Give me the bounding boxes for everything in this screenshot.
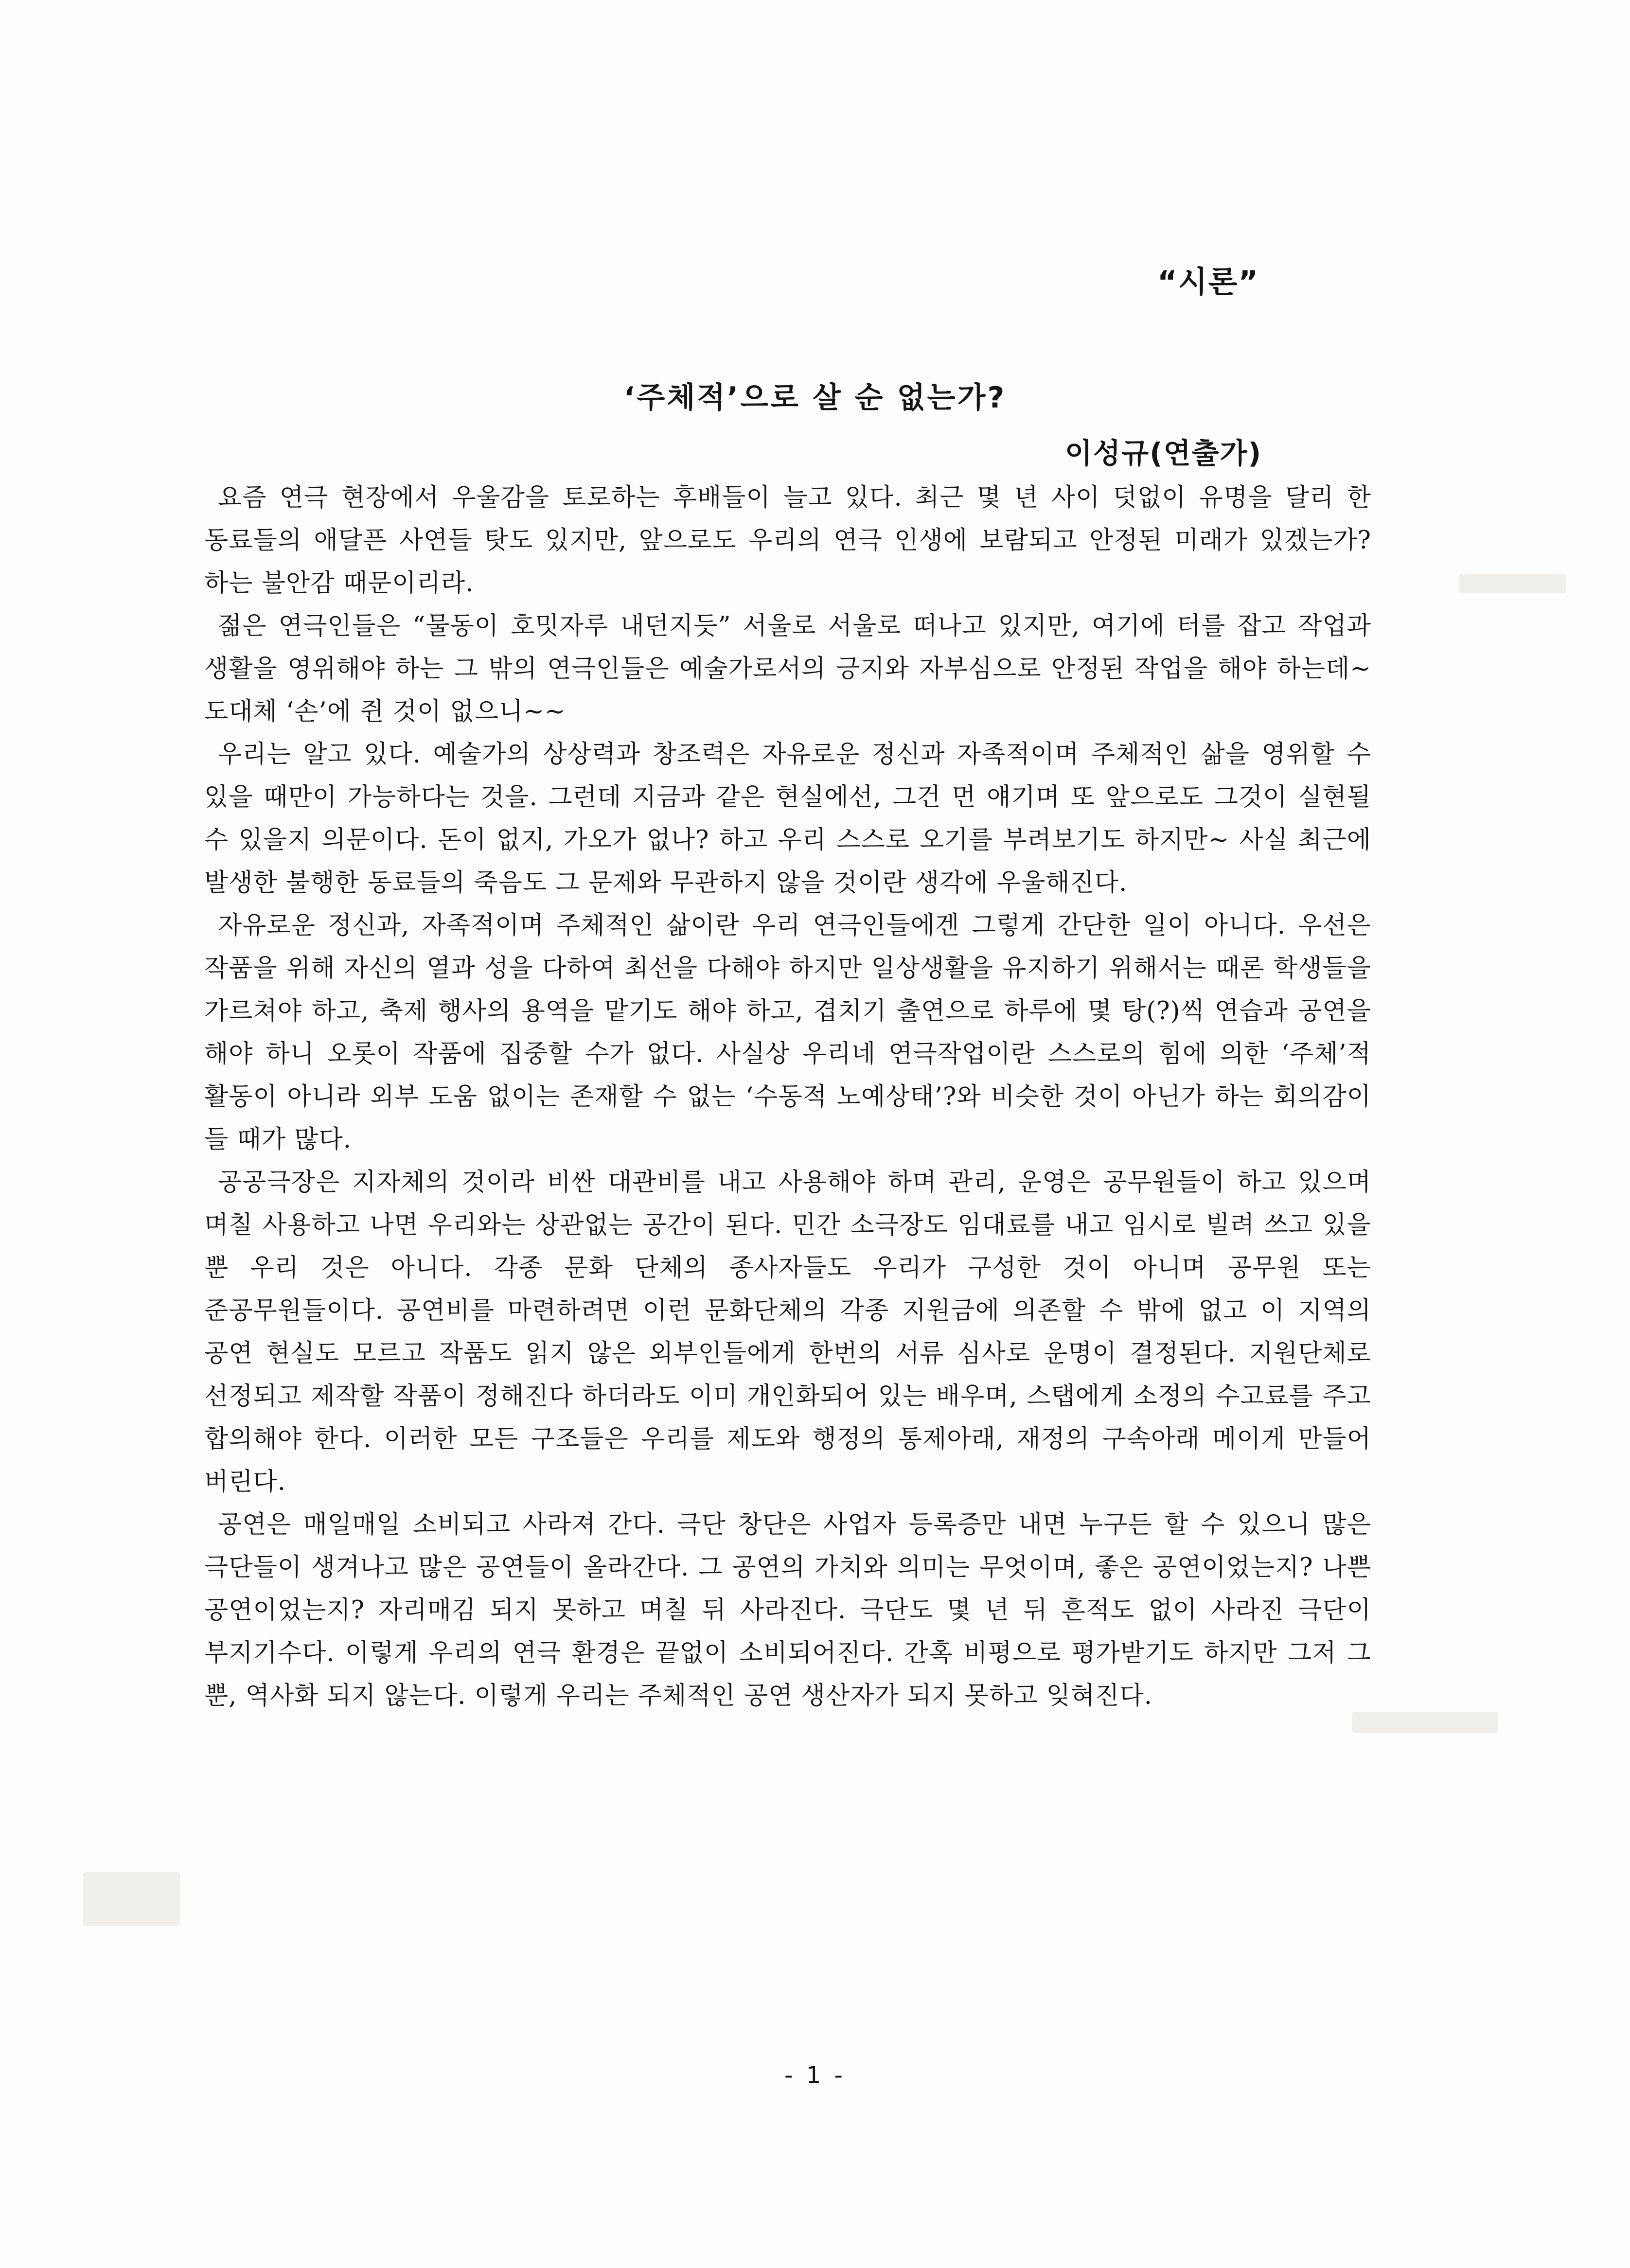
page-number: - 1 - xyxy=(784,2062,846,2089)
show-through-mark xyxy=(1459,574,1566,593)
show-through-mark xyxy=(83,1872,180,1926)
paragraph: 공공극장은 지자체의 것이라 비싼 대관비를 내고 사용해야 하며 관리, 운영은 공무원들이 하고 있으며 며칠 사용하고 나면 우리와는 상관없는 공간이 된다. 민간 소극장도 임대료를 내고 임시로 빌려 쓰고 있을 뿐 우리 것은 아니다. 각종 문화 단체의 종사자들도 우리가 구성한 것이 아니며 공무원 또는 준공무원들이다. 공연비를 마련하려면 이런 문화단체의 각종 지원금에 의존할 수 밖에 없고 이 지역의 공연 현실도 모르고 작품도 읽지 않은 외부인들에게 한번의 서류 심사로 운명이 결정된다. 지원단체로 선정되고 제작할 작품이 정해진다 하더라도 이미 개인화되어 있는 배우며, 스탭에게 소정의 수고료를 주고 합의해야 한다. 이러한 모든 구조들은 우리를 제도와 행정의 통제아래, 재정의 구속아래 메이게 만들어 버린다. xyxy=(204,1168,1371,1496)
paragraph: 자유로운 정신과, 자족적이며 주체적인 삶이란 우리 연극인들에겐 그렇게 간단한 일이 아니다. 우선은 작품을 위해 자신의 열과 성을 다하여 최선을 다해야 하지만 일상생활을 유지하기 위해서는 때론 학생들을 가르쳐야 하고, 축제 행사의 용역을 맡기도 해야 하고, 겹치기 출연으로 하루에 몇 탕(?)씩 연습과 공연을 해야 하니 오롯이 작품에 집중할 수가 없다. 사실상 우리네 연극작업이란 스스로의 힘에 의한 ‘주체’적 활동이 아니라 외부 도움 없이는 존재할 수 없는 ‘수동적 노예상태’?와 비슷한 것이 아닌가 하는 회의감이 들 때가 많다. xyxy=(204,911,1371,1154)
article-title: ‘주체적’으로 살 순 없는가? xyxy=(623,381,1007,415)
paragraph: 요즘 연극 현장에서 우울감을 토로하는 후배들이 늘고 있다. 최근 몇 년 사이 덧없이 유명을 달리 한 동료들의 애달픈 사연들 탓도 있지만, 앞으로도 우리의 연극 인생에 보람되고 안정된 미래가 있겠는가? 하는 불안감 때문이리라. xyxy=(204,483,1371,598)
paragraph: 젊은 연극인들은 “물동이 호밋자루 내던지듯” 서울로 서울로 떠나고 있지만, 여기에 터를 잡고 작업과 생활을 영위해야 하는 그 밖의 연극인들은 예술가로서의 긍지와 자부심으로 안정된 작업을 해야 하는데~ 도대체 ‘손’에 쥔 것이 없으니~~ xyxy=(204,612,1371,726)
section-label: “시론” xyxy=(1157,264,1259,300)
paragraph: 우리는 알고 있다. 예술가의 상상력과 창조력은 자유로운 정신과 자족적이며 주체적인 삶을 영위할 수 있을 때만이 가능하다는 것을. 그런데 지금과 같은 현실에선, 그건 먼 얘기며 또 앞으로도 그것이 실현될 수 있을지 의문이다. 돈이 없지, 가오가 없나? 하고 우리 스스로 오기를 부려보기도 하지만~ 사실 최근에 발생한 불행한 동료들의 죽음도 그 문제와 무관하지 않을 것이란 생각에 우울해진다. xyxy=(204,740,1371,897)
author-byline: 이성규(연출가) xyxy=(1065,437,1262,470)
article-body xyxy=(204,477,1371,1718)
show-through-mark xyxy=(1352,1712,1498,1733)
paragraph: 공연은 매일매일 소비되고 사라져 간다. 극단 창단은 사업자 등록증만 내면 누구든 할 수 있으니 많은 극단들이 생겨나고 많은 공연들이 올라간다. 그 공연의 가치와 의미는 무엇이며, 좋은 공연이었는지? 나쁜 공연이었는지? 자리매김 되지 못하고 며칠 뒤 사라진다. 극단도 몇 년 뒤 흔적도 없이 사라진 극단이 부지기수다. 이렇게 우리의 연극 환경은 끝없이 소비되어진다. 간혹 비평으로 평가받기도 하지만 그저 그 뿐, 역사화 되지 않는다. 이렇게 우리는 주체적인 공연 생산자가 되지 못하고 잊혀진다. xyxy=(204,1510,1371,1710)
